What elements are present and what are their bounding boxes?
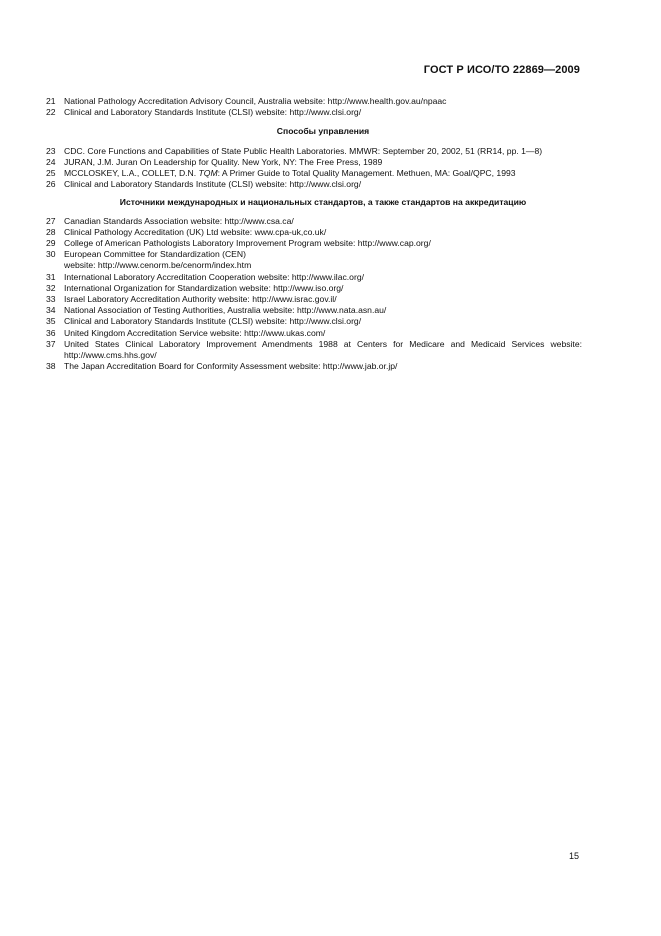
reference-item <box>46 294 582 305</box>
reference-number: 27 <box>46 215 56 226</box>
reference-text: International Organization for Standardization website: http://www.iso.org/ <box>64 282 344 293</box>
document-code-header: ГОСТ Р ИСО/ТО 22869—2009 <box>423 64 580 76</box>
reference-number: 32 <box>46 282 56 293</box>
reference-number: 22 <box>46 107 56 118</box>
reference-text: Clinical and Laboratory Standards Institute (CLSI) website: http://www.clsi.org/ <box>64 316 362 327</box>
reference-text: Clinical Pathology Accreditation (UK) Ltd website: www.cpa-uk,co.uk/ <box>64 226 327 237</box>
reference-item <box>46 272 582 283</box>
reference-number: 26 <box>46 179 56 190</box>
reference-item <box>46 238 582 249</box>
reference-text: United States Clinical Laboratory Improvement Amendments 1988 at Centers for Medicare and Medicaid Services website: http://www.cms.hhs.gov/ <box>64 338 582 361</box>
reference-number: 28 <box>46 226 56 237</box>
reference-item <box>46 249 582 271</box>
reference-item <box>46 328 582 339</box>
reference-number: 35 <box>46 316 56 327</box>
reference-number: 34 <box>46 305 56 316</box>
reference-text: United Kingdom Accreditation Service website: http://www.ukas.com/ <box>64 327 326 338</box>
reference-text: CDC. Core Functions and Capabilities of State Public Health Laboratories. MMWR: September 20, 2002, 51 (RR14, pp. 1—8) <box>64 145 543 156</box>
reference-text-part: MCCLOSKEY, L.A., COLLET, D.N. <box>64 168 199 179</box>
reference-text <box>64 249 582 271</box>
reference-item <box>46 339 582 361</box>
reference-text: Canadian Standards Association website: http://www.csa.ca/ <box>64 215 294 226</box>
reference-text: The Japan Accreditation Board for Conformity Assessment website: http://www.jab.or.jp/ <box>64 361 398 372</box>
reference-text-line: European Committee for Standardization (CEN) <box>64 249 246 260</box>
reference-number: 31 <box>46 271 56 282</box>
page-number: 15 <box>568 851 579 861</box>
reference-text <box>64 168 582 179</box>
reference-item <box>46 283 582 294</box>
reference-item <box>46 179 582 190</box>
reference-number: 36 <box>46 327 56 338</box>
reference-item <box>46 305 582 316</box>
reference-number: 38 <box>46 361 56 372</box>
reference-text: National Pathology Accreditation Advisory Council, Australia website: http://www.health.gov.au/npaac <box>64 96 447 106</box>
reference-text: Clinical and Laboratory Standards Institute (CLSI) website: http://www.clsi.org/ <box>64 107 362 118</box>
reference-item <box>46 96 582 107</box>
reference-item <box>46 316 582 327</box>
reference-italic-title: TQM <box>198 168 218 179</box>
reference-item <box>46 361 582 372</box>
reference-text: National Association of Testing Authorities, Australia website: http://www.nata.asn.au/ <box>64 305 387 316</box>
reference-number: 21 <box>46 96 56 106</box>
reference-text: JURAN, J.M. Juran On Leadership for Quality. New York, NY: The Free Press, 1989 <box>64 156 383 167</box>
reference-number: 24 <box>46 156 56 167</box>
reference-item <box>46 157 582 168</box>
reference-number: 29 <box>46 238 56 249</box>
reference-text-part: : A Primer Guide to Total Quality Management. Methuen, MA: Goal/QPC, 1993 <box>217 168 516 179</box>
reference-number: 25 <box>46 168 56 179</box>
reference-number: 37 <box>46 338 56 349</box>
reference-number: 23 <box>46 145 56 156</box>
reference-text-line: website: http://www.cenorm.be/cenorm/index.htm <box>64 260 252 271</box>
reference-number: 30 <box>46 249 56 260</box>
reference-text: Clinical and Laboratory Standards Institute (CLSI) website: http://www.clsi.org/ <box>64 179 362 190</box>
reference-text: College of American Pathologists Laboratory Improvement Program website: http://www.cap.org/ <box>64 238 431 249</box>
references-list <box>46 96 582 372</box>
reference-text: Israel Laboratory Accreditation Authority website: http://www.israc.gov.il/ <box>64 294 337 305</box>
section-heading-standards-sources: Источники международных и национальных стандартов, а также стандартов на аккредитацию <box>119 197 527 208</box>
reference-item <box>46 227 582 238</box>
reference-item <box>46 216 582 227</box>
reference-item <box>46 168 582 179</box>
section-heading-management: Способы управления <box>276 126 370 137</box>
reference-text: International Laboratory Accreditation Cooperation website: http://www.ilac.org/ <box>64 271 364 282</box>
reference-number: 33 <box>46 294 56 305</box>
reference-item <box>46 107 582 118</box>
reference-item <box>46 146 582 157</box>
